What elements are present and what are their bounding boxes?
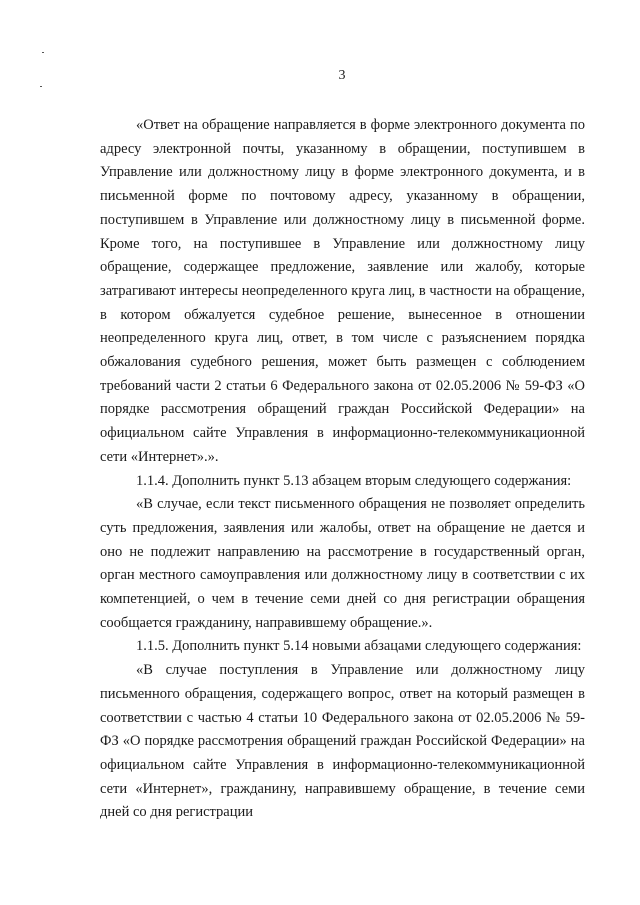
- paragraph-quote-5-14: «В случае поступления в Управление или должностному лицу письменного обращения, содержащего вопрос, ответ на который размещен в соответствии с частью 4 статьи 10 Федерального закона от 02.05.2006 № 59-ФЗ «О порядке рассмотрения обращений граждан Российской Федерации» на официальном сайте Управления в информационно-телекоммуникационной сети «Интернет», гражданину, направившему обращение, в течение семи дней со дня регистрации: [100, 662, 585, 821]
- scan-speck: [40, 86, 42, 87]
- document-body: [100, 114, 585, 825]
- paragraph-answer-form: «Ответ на обращение направляется в форме электронного документа по адресу электронной почты, указанному в обращении, поступившем в Управление или должностному лицу в форме электронного документа, и в письменной форме по почтовому адресу, указанному в обращении, поступившем в Управление или должностному лицу в письменной форме. Кроме того, на поступившее в Управление или должностному лицу обращение, содержащее предложение, заявление или жалобу, которые затрагивают интересы неопределенного круга лиц, в частности на обращение, в котором обжалуется судебное решение, вынесенное в отношении неопределенного круга лиц, ответ, в том числе с разъяснением порядка обжалования судебного решения, может быть размещен с соблюдением требований части 2 статьи 6 Федерального закона от 02.05.2006 № 59-ФЗ «О порядке рассмотрения обращений граждан Российской Федерации» на официальном сайте Управления в информационно-телекоммуникационной сети «Интернет».».: [100, 117, 585, 465]
- page-number: 3: [338, 68, 346, 83]
- paragraph-item-1-1-4: 1.1.4. Дополнить пункт 5.13 абзацем вторым следующего содержания:: [136, 472, 572, 489]
- paragraph-quote-5-13: «В случае, если текст письменного обращения не позволяет определить суть предложения, заявления или жалобы, ответ на обращение не дается и оно не подлежит направлению на рассмотрение в государственный орган, орган местного самоуправления или должностному лицу в соответствии с их компетенцией, о чем в течение семи дней со дня регистрации обращения сообщается гражданину, направившему обращение.».: [100, 496, 585, 631]
- scan-speck: [42, 52, 44, 53]
- paragraph-item-1-1-5: 1.1.5. Дополнить пункт 5.14 новыми абзацами следующего содержания:: [136, 638, 582, 655]
